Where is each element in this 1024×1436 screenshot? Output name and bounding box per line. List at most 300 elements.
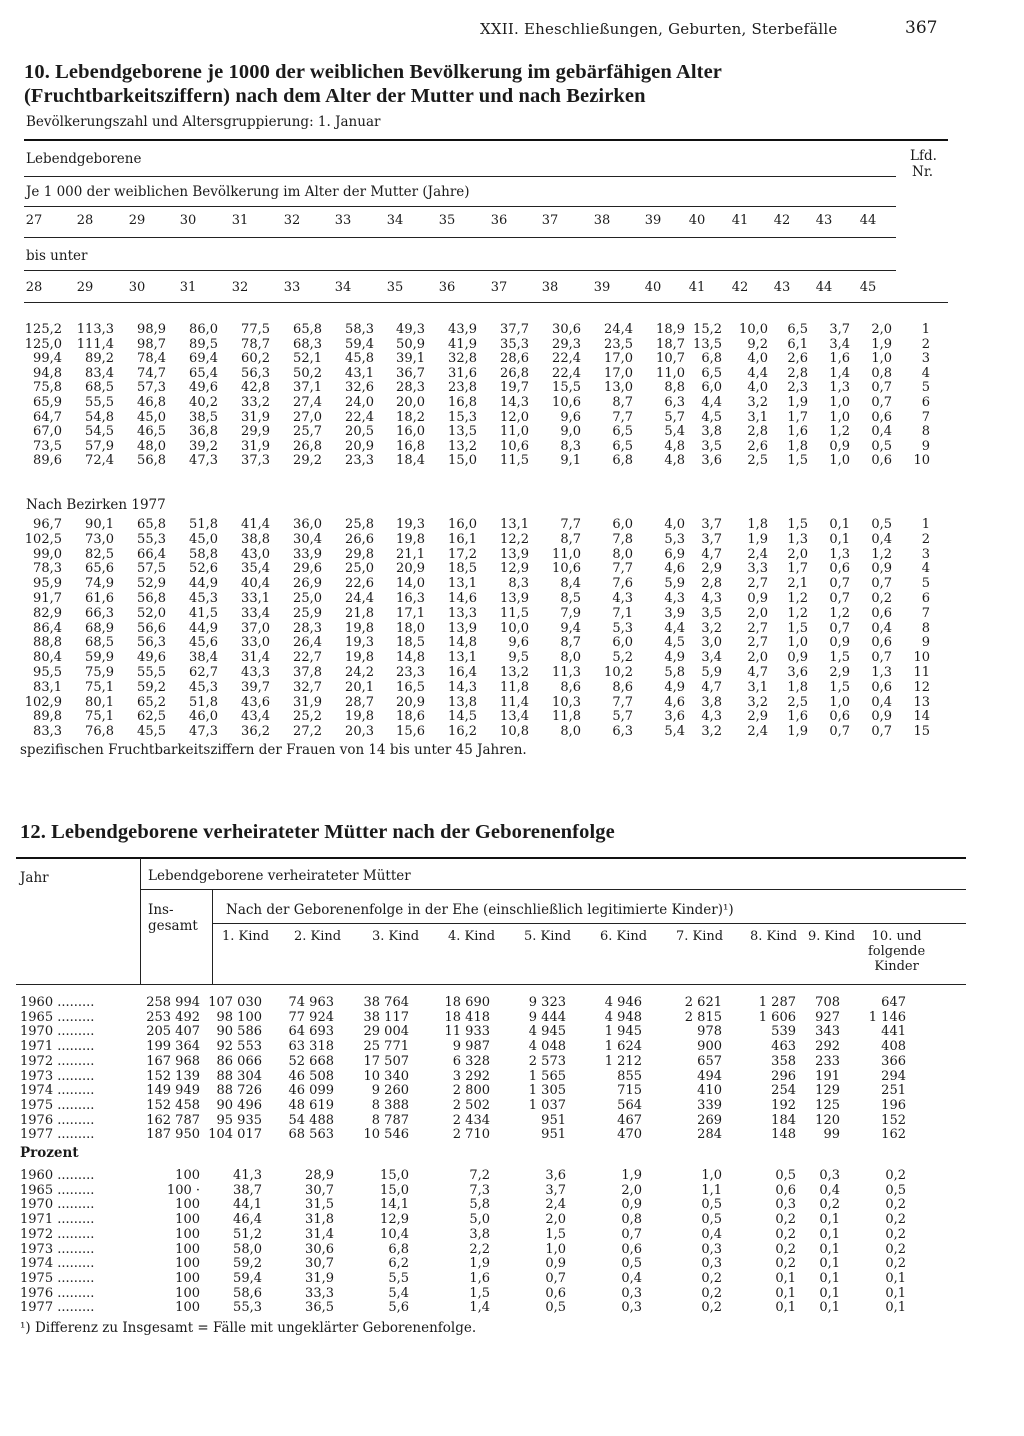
table-cell: 107 030 — [208, 995, 262, 1010]
table-cell: 3,6 — [787, 665, 808, 680]
table-cell: 13,1 — [500, 517, 529, 532]
table-cell: 23,3 — [396, 665, 425, 680]
table-cell: 0,3 — [819, 1168, 840, 1183]
table12-head-insgesamt — [148, 902, 198, 934]
table-cell: 1,0 — [829, 395, 850, 410]
table-cell: 1,2 — [829, 424, 850, 440]
table-cell: 39,7 — [241, 679, 270, 695]
table-cell: 2,8 — [747, 424, 768, 440]
table-cell: 43,0 — [241, 546, 270, 562]
table-cell: 2,5 — [787, 694, 808, 710]
table-cell: 2 815 — [684, 1009, 722, 1025]
table-cell: 99,0 — [33, 546, 62, 562]
kind-column-header: 1. Kind — [222, 929, 270, 944]
table-cell: 48 619 — [288, 1097, 334, 1113]
table-cell: 46 508 — [288, 1068, 334, 1084]
table-cell: 29,8 — [345, 546, 374, 562]
table-cell: 92 553 — [216, 1039, 262, 1055]
table-cell: 0,6 — [871, 409, 892, 425]
table-cell: 2 710 — [452, 1127, 490, 1143]
table-cell: 75,8 — [33, 380, 62, 396]
table-cell: 0,1 — [885, 1270, 906, 1286]
table-cell: 9 987 — [452, 1039, 490, 1055]
table-cell: 6,9 — [664, 546, 685, 562]
table-cell: 31,5 — [305, 1197, 334, 1213]
table-cell: 47,3 — [189, 724, 218, 740]
table-cell: 152 139 — [146, 1068, 200, 1084]
age-to-cell: 41 — [688, 280, 706, 295]
year-label: 1970 ......... — [20, 1024, 95, 1040]
age-from-cell: 32 — [283, 213, 301, 228]
table-cell: 4,0 — [664, 517, 685, 532]
table-cell: 41,5 — [189, 605, 218, 621]
age-from-cell: 43 — [815, 213, 833, 228]
table-cell: 41,9 — [448, 336, 477, 352]
table-cell: 2 502 — [452, 1097, 490, 1113]
table-cell: 3 — [921, 546, 930, 562]
table-cell: 0,2 — [885, 1256, 906, 1272]
table-cell: 2,7 — [747, 620, 768, 636]
table-cell: 5,9 — [701, 665, 722, 680]
table10-head-je1000: Je 1 000 der weiblichen Bevölkerung im Alter der Mutter (Jahre) — [26, 184, 470, 200]
table-cell: 1,9 — [787, 395, 808, 410]
table-cell: 0,6 — [775, 1182, 796, 1198]
table-cell: 45,5 — [137, 724, 166, 740]
table-cell: 77,5 — [241, 322, 270, 337]
table-cell: 89,8 — [33, 709, 62, 725]
table-cell: 65,2 — [137, 694, 166, 710]
table10-head-nr: Nr. — [912, 164, 934, 180]
table-cell: 0,7 — [829, 591, 850, 606]
table-cell: 31,9 — [241, 438, 270, 454]
table-cell: 3,5 — [701, 605, 722, 621]
table-cell: 59,9 — [85, 650, 114, 666]
table-cell: 494 — [697, 1068, 722, 1084]
table-cell: 45,8 — [345, 351, 374, 367]
table-cell: 4 946 — [604, 995, 642, 1010]
table-cell: 1,9 — [747, 531, 768, 547]
table-cell: 1,0 — [829, 453, 850, 469]
table-cell: 75,9 — [85, 665, 114, 680]
table-cell: 51,8 — [189, 517, 218, 532]
table-cell: 184 — [771, 1112, 796, 1128]
table-cell: 0,6 — [621, 1241, 642, 1257]
table-cell: 36,2 — [241, 724, 270, 740]
table-cell: 31,8 — [305, 1212, 334, 1228]
age-from-cell: 42 — [773, 213, 791, 228]
table-cell: 13,5 — [693, 336, 722, 352]
table-cell: 1,7 — [787, 561, 808, 577]
table-cell: 366 — [881, 1053, 906, 1069]
table-cell: 0,7 — [545, 1270, 566, 1286]
table-cell: 0,1 — [819, 1226, 840, 1242]
table-cell: 35,3 — [500, 336, 529, 352]
table-cell: 0,3 — [621, 1300, 642, 1316]
table-cell: 2,4 — [545, 1197, 566, 1213]
table-cell: 2,8 — [787, 365, 808, 381]
table-cell: 0,7 — [829, 576, 850, 592]
age-to-cell: 45 — [859, 280, 877, 295]
table-cell: 0,7 — [829, 724, 850, 740]
table-cell: 9,4 — [560, 620, 581, 636]
table-cell: 88 304 — [216, 1068, 262, 1084]
table-cell: 26,8 — [293, 438, 322, 454]
table-cell: 8,7 — [560, 531, 581, 547]
table-cell: 78,4 — [137, 351, 166, 367]
table-cell: 1,4 — [469, 1300, 490, 1316]
table-cell: 0,4 — [871, 694, 892, 710]
table-cell: 11,8 — [552, 709, 581, 725]
table-cell: 32,8 — [448, 351, 477, 367]
table-cell: 9,1 — [560, 453, 581, 469]
table-cell: 49,3 — [396, 322, 425, 337]
table-cell: 463 — [771, 1039, 796, 1055]
table-cell: 68 563 — [288, 1127, 334, 1143]
table-cell: 129 — [815, 1083, 840, 1099]
kind-column-header: 8. Kind — [750, 929, 798, 944]
table-cell: 5 — [921, 380, 930, 396]
table-cell: 269 — [697, 1112, 722, 1128]
table-cell: 31,4 — [241, 650, 270, 666]
table-cell: 58,0 — [233, 1241, 262, 1257]
table-cell: 6,5 — [701, 365, 722, 381]
table-cell: 23,5 — [604, 336, 633, 352]
table-cell: 2,0 — [545, 1212, 566, 1228]
table-cell: 3,2 — [701, 620, 722, 636]
page-number: 367 — [905, 18, 938, 38]
table-cell: 23,8 — [448, 380, 477, 396]
table-cell: 20,9 — [396, 694, 425, 710]
table-cell: 111,4 — [76, 336, 114, 352]
table-cell: 13,8 — [448, 694, 477, 710]
table-cell: 715 — [617, 1083, 642, 1099]
table-cell: 10,0 — [739, 322, 768, 337]
table-cell: 12,0 — [500, 409, 529, 425]
table-cell: 35,4 — [241, 561, 270, 577]
table-cell: 69,4 — [189, 351, 218, 367]
table-cell: 9,2 — [747, 336, 768, 352]
table-cell: 20,1 — [345, 679, 374, 695]
table-cell: 72,4 — [85, 453, 114, 469]
table-cell: 45,3 — [189, 591, 218, 606]
table10-top-rule — [24, 139, 948, 141]
table-cell: 17,0 — [604, 365, 633, 381]
table-cell: 19,8 — [345, 709, 374, 725]
table-cell: 8 787 — [371, 1112, 409, 1128]
table-cell: 0,2 — [871, 591, 892, 606]
table-cell: 2,6 — [787, 351, 808, 367]
table-cell: 6 — [921, 591, 930, 606]
table-cell: 16,0 — [396, 424, 425, 440]
table-cell: 18,6 — [396, 709, 425, 725]
table-cell: 1 565 — [528, 1068, 566, 1084]
table-cell: 4,8 — [664, 453, 685, 469]
table-cell: 10,4 — [380, 1226, 409, 1242]
table-cell: 4,0 — [747, 351, 768, 367]
table-cell: 13,2 — [448, 438, 477, 454]
table-cell: 17,1 — [396, 605, 425, 621]
table-cell: 24,4 — [345, 591, 374, 606]
table-cell: 16,2 — [448, 724, 477, 740]
table-cell: 28,3 — [396, 380, 425, 396]
table-cell: 2,3 — [787, 380, 808, 396]
table-cell: 125 — [815, 1097, 840, 1113]
table-cell: 0,4 — [621, 1270, 642, 1286]
table-cell: 65,4 — [189, 365, 218, 381]
year-label: 1971 ......... — [20, 1039, 95, 1055]
table-cell: 7,7 — [612, 561, 633, 577]
table10-section-bezirke: Nach Bezirken 1977 — [26, 497, 166, 513]
table-cell: 3,7 — [829, 322, 850, 337]
table-cell: 16,0 — [448, 517, 477, 532]
table-cell: 951 — [541, 1112, 566, 1128]
table-cell: 3,6 — [701, 453, 722, 469]
table-cell: 73,5 — [33, 438, 62, 454]
table-cell: 26,4 — [293, 635, 322, 651]
table-cell: 16,8 — [396, 438, 425, 454]
table-cell: 46,8 — [137, 395, 166, 410]
table-cell: 22,4 — [552, 351, 581, 367]
table10-footnote: spezifischen Fruchtbarkeitsziffern der Frauen von 14 bis unter 45 Jahren. — [20, 742, 527, 758]
table-cell: 11,3 — [552, 665, 581, 680]
table-cell: 2,8 — [701, 576, 722, 592]
table-cell: 0,6 — [871, 605, 892, 621]
table-cell: 33,9 — [293, 546, 322, 562]
table-cell: 59,4 — [233, 1270, 262, 1286]
table-cell: 8,4 — [560, 576, 581, 592]
table12-rule-1 — [140, 889, 966, 890]
table-cell: 1,9 — [469, 1256, 490, 1272]
table-cell: 0,2 — [775, 1212, 796, 1228]
table-cell: 0,5 — [871, 438, 892, 454]
table-cell: 38,7 — [233, 1182, 262, 1198]
age-to-cell: 44 — [815, 280, 833, 295]
year-label: 1977 ......... — [20, 1300, 95, 1316]
table10-head-lebendgeborene: Lebendgeborene — [26, 151, 142, 167]
age-to-cell: 30 — [128, 280, 146, 295]
kind-column-header: 3. Kind — [372, 929, 420, 944]
table-cell: 31,6 — [448, 365, 477, 381]
year-label: 1960 ......... — [20, 1168, 95, 1183]
table-cell: 0,8 — [871, 365, 892, 381]
table-cell: 28,3 — [293, 620, 322, 636]
age-to-cell: 33 — [283, 280, 301, 295]
table-cell: 102,5 — [24, 531, 62, 547]
table-cell: 5,3 — [664, 531, 685, 547]
table-cell: 6,2 — [388, 1256, 409, 1272]
table-cell: 54 488 — [288, 1112, 334, 1128]
table-cell: 2,7 — [747, 635, 768, 651]
table10-rule-1 — [24, 176, 896, 177]
table-cell: 16,1 — [448, 531, 477, 547]
table-cell: 1,2 — [787, 605, 808, 621]
table-cell: 75,1 — [85, 709, 114, 725]
table-cell: 40,4 — [241, 576, 270, 592]
table-cell: 59,2 — [137, 679, 166, 695]
table-cell: 29,3 — [552, 336, 581, 352]
table-cell: 7,7 — [560, 517, 581, 532]
table-cell: 37,8 — [293, 665, 322, 680]
table-cell: 52,0 — [137, 605, 166, 621]
table-cell: 56,6 — [137, 620, 166, 636]
table-cell: 57,5 — [137, 561, 166, 577]
table-cell: 13,9 — [500, 591, 529, 606]
table12-head-lebendgeborene: Lebendgeborene verheirateter Mütter — [148, 868, 411, 884]
table-cell: 0,4 — [819, 1182, 840, 1198]
table-cell: 83,4 — [85, 365, 114, 381]
table-cell: 2,0 — [747, 650, 768, 666]
table-cell: 0,7 — [621, 1226, 642, 1242]
table-cell: 30,6 — [552, 322, 581, 337]
table-cell: 0,6 — [871, 635, 892, 651]
table-cell: 86,4 — [33, 620, 62, 636]
table-cell: 9 — [921, 438, 930, 454]
table-cell: 4,7 — [701, 546, 722, 562]
table-cell: 251 — [881, 1083, 906, 1099]
table-cell: 294 — [881, 1068, 906, 1084]
table-cell: 98,9 — [137, 322, 166, 337]
table-cell: 13,0 — [604, 380, 633, 396]
table-cell: 58,3 — [345, 322, 374, 337]
table-cell: 9 260 — [371, 1083, 409, 1099]
table-cell: 0,1 — [775, 1300, 796, 1316]
table-cell: 199 364 — [146, 1039, 200, 1055]
table-cell: 0,4 — [871, 531, 892, 547]
table-cell: 205 407 — [146, 1024, 200, 1040]
table-cell: 1 — [921, 322, 930, 337]
table-cell: 152 458 — [146, 1097, 200, 1113]
table-cell: 100 — [175, 1270, 200, 1286]
table10-rule-3 — [24, 237, 896, 238]
table-cell: 1,6 — [469, 1270, 490, 1286]
table-cell: 62,7 — [189, 665, 218, 680]
table-cell: 900 — [697, 1039, 722, 1055]
table-cell: 100 — [175, 1285, 200, 1301]
table-cell: 82,5 — [85, 546, 114, 562]
table-cell: 58,8 — [189, 546, 218, 562]
age-to-cell: 37 — [490, 280, 508, 295]
table-cell: 8 388 — [371, 1097, 409, 1113]
table-cell: 10 546 — [363, 1127, 409, 1143]
year-label: 1973 ......... — [20, 1241, 95, 1257]
table-cell: 1,8 — [747, 517, 768, 532]
table-cell: 55,3 — [137, 531, 166, 547]
age-from-cell: 35 — [438, 213, 456, 228]
table-cell: 8 — [921, 620, 930, 636]
table-cell: 4,0 — [747, 380, 768, 396]
table-cell: 0,5 — [545, 1300, 566, 1316]
table-cell: 6,8 — [612, 453, 633, 469]
table-cell: 45,0 — [137, 409, 166, 425]
table-cell: 50,9 — [396, 336, 425, 352]
table-cell: 3,8 — [701, 694, 722, 710]
table-cell: 0,3 — [775, 1197, 796, 1213]
table-cell: 162 — [881, 1127, 906, 1143]
table-cell: 68,9 — [85, 620, 114, 636]
table-cell: 0,9 — [621, 1197, 642, 1213]
table-cell: 31,9 — [241, 409, 270, 425]
table-cell: 3,8 — [469, 1226, 490, 1242]
table-cell: 9,5 — [508, 650, 529, 666]
age-from-cell: 34 — [386, 213, 404, 228]
table-cell: 2 434 — [452, 1112, 490, 1128]
table-cell: 14,3 — [448, 679, 477, 695]
table-cell: 657 — [697, 1053, 722, 1069]
table-cell: 2,5 — [747, 453, 768, 469]
year-label: 1975 ......... — [20, 1097, 95, 1113]
table-cell: 10,3 — [552, 694, 581, 710]
table-cell: 2,0 — [787, 546, 808, 562]
table-cell: 59,4 — [345, 336, 374, 352]
table-cell: 192 — [771, 1097, 796, 1113]
table-cell: 1 — [921, 517, 930, 532]
table-cell: 1,0 — [829, 409, 850, 425]
table-cell: 18 690 — [444, 995, 490, 1010]
table-cell: 2,4 — [747, 546, 768, 562]
table-cell: 38,4 — [189, 650, 218, 666]
table-cell: 16,8 — [448, 395, 477, 410]
table-cell: 253 492 — [146, 1009, 200, 1025]
table-cell: 6 328 — [452, 1053, 490, 1069]
table-cell: 11 — [913, 665, 930, 680]
table-cell: 67,0 — [33, 424, 62, 440]
table-cell: 4,3 — [612, 591, 633, 606]
table-cell: 38 117 — [363, 1009, 409, 1025]
table-cell: 4,5 — [701, 409, 722, 425]
table-cell: 12,9 — [380, 1212, 409, 1228]
year-label: 1977 ......... — [20, 1127, 95, 1143]
table-cell: 18,2 — [396, 409, 425, 425]
year-label: 1972 ......... — [20, 1053, 95, 1069]
table-cell: 21,1 — [396, 546, 425, 562]
table10-rule-5 — [24, 302, 948, 303]
table-cell: 64,7 — [33, 409, 62, 425]
table-cell: 162 787 — [146, 1112, 200, 1128]
table-cell: 38 764 — [363, 995, 409, 1010]
table-cell: 86,0 — [189, 322, 218, 337]
table-cell: 22,4 — [345, 409, 374, 425]
table-cell: 43,3 — [241, 665, 270, 680]
kind-column-header: 9. Kind — [808, 929, 856, 944]
table-cell: 11,8 — [500, 679, 529, 695]
table-cell: 15,0 — [448, 453, 477, 469]
table-cell: 0,9 — [747, 591, 768, 606]
table-cell: 86 066 — [216, 1053, 262, 1069]
year-label: 1974 ......... — [20, 1256, 95, 1272]
table12-head-insgesamt-text: Ins- gesamt — [148, 902, 198, 934]
table-cell: 4,3 — [701, 591, 722, 606]
table-cell: 3,0 — [701, 635, 722, 651]
table-cell: 2,9 — [701, 561, 722, 577]
table-cell: 10,7 — [656, 351, 685, 367]
age-from-cell: 37 — [541, 213, 559, 228]
table-cell: 8,7 — [560, 635, 581, 651]
table-cell: 32,7 — [293, 679, 322, 695]
table-cell: 0,5 — [885, 1182, 906, 1198]
table-cell: 43,4 — [241, 709, 270, 725]
table12-top-rule — [16, 857, 966, 859]
table-cell: 0,4 — [701, 1226, 722, 1242]
table-cell: 25,8 — [345, 517, 374, 532]
table-cell: 13,9 — [448, 620, 477, 636]
kind-column-header: 2. Kind — [294, 929, 342, 944]
table-cell: 855 — [617, 1068, 642, 1084]
table-cell: 0,3 — [621, 1285, 642, 1301]
table-cell: 410 — [697, 1083, 722, 1099]
table-cell: 10 — [913, 453, 930, 469]
table-cell: 0,7 — [871, 395, 892, 410]
table-cell: 2 800 — [452, 1083, 490, 1099]
